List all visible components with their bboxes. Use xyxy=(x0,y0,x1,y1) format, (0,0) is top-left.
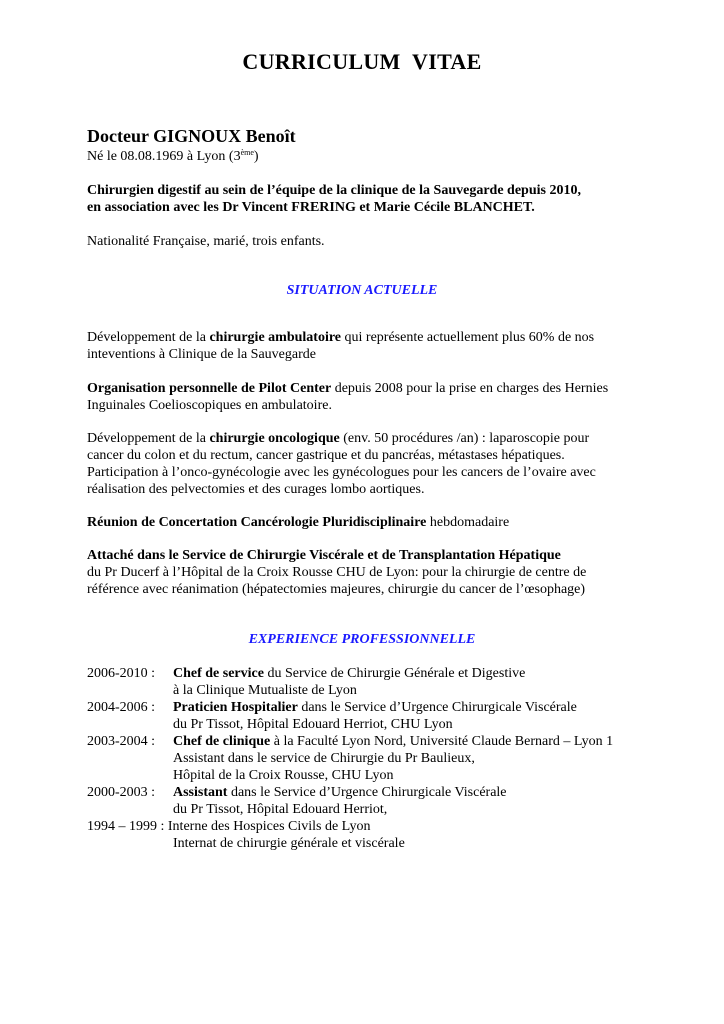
situation-heading: SITUATION ACTUELLE xyxy=(286,283,438,298)
personal-info: Nationalité Française, marié, trois enfants. xyxy=(87,234,325,249)
situation-rcp: Réunion de Concertation Cancérologie Pluridisciplinaire hebdomadaire xyxy=(87,515,510,530)
experience-list xyxy=(87,665,667,852)
experience-entry: 2003-2004 : Chef de clinique à la Faculté Lyon Nord, Université Claude Bernard – Lyon 1 Assistant dans le service de Chirurgie du Pr Baulieux, Hôpital de la Croix Rousse, CHU Lyon xyxy=(87,734,614,783)
situation-ambulatoire: Développement de la chirurgie ambulatoire qui représente actuellement plus 60% de nos inteventions à Clinique de la Sauvegarde xyxy=(87,330,595,362)
experience-entry: 1994 – 1999 : Interne des Hospices Civils de Lyon Internat de chirurgie générale et viscérale xyxy=(87,819,405,851)
experience-date: 2004-2006 : xyxy=(87,700,156,715)
birth-superscript: ème xyxy=(240,148,254,157)
situation-pilot-center: Organisation personnelle de Pilot Center depuis 2008 pour la prise en charges des Hernies Inguinales Coelioscopiques en ambulatoire. xyxy=(87,381,609,413)
doctor-name: Docteur GIGNOUX Benoît xyxy=(87,126,296,146)
experience-date: 2000-2003 : xyxy=(87,785,156,800)
situation-attache: Attaché dans le Service de Chirurgie Viscérale et de Transplantation Hépatique du Pr Ducerf à l’Hôpital de la Croix Rousse CHU de Lyon: pour la chirurgie de centre de référence avec réanimation (hépatectomies majeures, chirurgie du cancer de l’œsophage) xyxy=(87,548,587,597)
situation-oncologie: Développement de la chirurgie oncologique (env. 50 procédures /an) : laparoscopie pour cancer du colon et du rectum, cancer gastrique et du pancréas, métastases hépatiques. Participation à l’onco-gynécologie avec les gynécologues pour les cancers de l’ovaire avec réalisation des pelvectomies et des curages lombo aortiques. xyxy=(87,431,596,497)
intro-paragraph: Chirurgien digestif au sein de l’équipe de la clinique de la Sauvegarde depuis 2010, en association avec les Dr Vincent FRERING et Marie Cécile BLANCHET. xyxy=(87,183,581,215)
experience-entry: 2000-2003 : Assistant dans le Service d’Urgence Chirurgicale Viscérale du Pr Tissot, Hôpital Edouard Herriot, xyxy=(87,785,507,817)
experience-entry: 2006-2010 : Chef de service du Service de Chirurgie Générale et Digestive à la Clinique Mutualiste de Lyon xyxy=(87,666,526,698)
experience-date: 2006-2010 : xyxy=(87,666,156,681)
document-title: CURRICULUM VITAE xyxy=(242,49,482,74)
birth-info: Né le 08.08.1969 à Lyon (3ème) xyxy=(87,148,259,164)
experience-date: 2003-2004 : xyxy=(87,734,156,749)
experience-entry: 2004-2006 : Praticien Hospitalier dans le Service d’Urgence Chirurgicale Viscérale du Pr Tissot, Hôpital Edouard Herriot, CHU Lyon xyxy=(87,700,577,732)
experience-heading: EXPERIENCE PROFESSIONNELLE xyxy=(248,632,476,647)
